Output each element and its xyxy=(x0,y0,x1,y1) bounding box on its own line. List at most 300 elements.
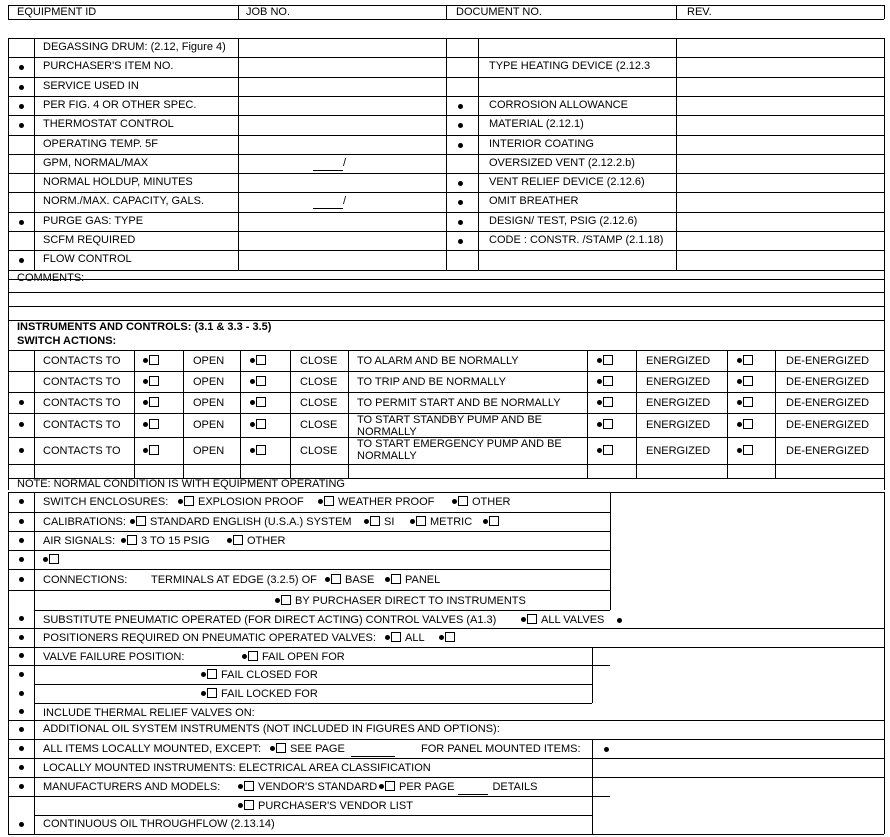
option-label: FAIL CLOSED FOR xyxy=(221,669,318,681)
degassing-right-item: CODE : CONSTR. /STAMP (2.1.18) xyxy=(489,234,664,246)
column-line xyxy=(290,350,291,478)
positioners-label: POSITIONERS REQUIRED ON PNEUMATIC OPERATED VALVES: xyxy=(43,632,376,644)
checkbox[interactable] xyxy=(391,632,401,642)
air-other-option[interactable] xyxy=(227,535,286,548)
bullet-marker xyxy=(201,672,206,677)
bullet-marker xyxy=(19,765,24,770)
bullet-marker xyxy=(19,784,24,789)
degassing-right-item: CORROSION ALLOWANCE xyxy=(489,99,628,111)
contacts-to-label: CONTACTS TO xyxy=(43,397,121,409)
bullet-marker xyxy=(325,577,330,582)
rule-line xyxy=(8,306,884,307)
air-signals-label: AIR SIGNALS: xyxy=(43,535,116,547)
rule-line xyxy=(8,371,884,372)
fail-locked-option[interactable] xyxy=(201,688,318,701)
checkbox[interactable] xyxy=(743,445,753,455)
column-line xyxy=(592,739,593,834)
bullet-marker xyxy=(143,422,148,427)
bullet-marker xyxy=(458,181,463,186)
rule-line xyxy=(8,777,884,778)
checkbox[interactable] xyxy=(149,355,159,365)
checkbox[interactable] xyxy=(331,574,341,584)
metric-option[interactable] xyxy=(410,516,472,529)
degassing-left-item: NORMAL HOLDUP, MINUTES xyxy=(43,176,193,188)
fraction-blank[interactable] xyxy=(313,157,346,171)
psig-option[interactable] xyxy=(121,535,210,548)
rule-line xyxy=(8,392,884,393)
vendors-standard-option[interactable] xyxy=(238,781,377,794)
rule-line xyxy=(8,720,884,721)
rule-line xyxy=(8,796,610,797)
panel-option[interactable] xyxy=(385,574,440,587)
bullet-marker xyxy=(19,635,24,640)
deenergized-checkbox[interactable] xyxy=(737,445,753,458)
energized-label: ENERGIZED xyxy=(646,445,711,457)
bullet-marker xyxy=(458,104,463,109)
option-label: METRIC xyxy=(430,516,473,528)
rule-line xyxy=(34,815,592,816)
bullet-marker xyxy=(178,499,183,504)
switch-action-text: TO TRIP AND BE NORMALLY xyxy=(357,376,506,388)
degassing-left-item: PURGE GAS: TYPE xyxy=(43,215,144,227)
terminals-label: TERMINALS AT EDGE (3.2.5) OF xyxy=(151,574,317,586)
column-line xyxy=(676,38,677,270)
open-checkbox[interactable] xyxy=(143,397,159,410)
bullet-marker xyxy=(521,617,526,622)
bullet-marker xyxy=(737,379,742,384)
column-line xyxy=(884,270,885,320)
degassing-left-item: NORM./MAX. CAPACITY, GALS. xyxy=(43,195,204,207)
document-no-label: DOCUMENT NO. xyxy=(456,6,542,18)
bullet-marker xyxy=(19,499,24,504)
close-label: CLOSE xyxy=(300,376,338,388)
option-label: VENDOR'S STANDARD xyxy=(258,781,378,793)
checkbox[interactable] xyxy=(743,376,753,386)
rule-line xyxy=(8,464,884,465)
option-label: FAIL LOCKED FOR xyxy=(221,688,318,700)
open-checkbox[interactable] xyxy=(143,376,159,389)
bullet-marker xyxy=(19,448,24,453)
page-blank[interactable] xyxy=(458,781,488,795)
column-line xyxy=(240,350,241,478)
instruments-title: INSTRUMENTS AND CONTROLS: (3.1 & 3.3 - 3.5) xyxy=(17,321,272,333)
all-items-label: ALL ITEMS LOCALLY MOUNTED, EXCEPT: xyxy=(43,743,262,755)
bullet-marker xyxy=(737,422,742,427)
rev-label: REV. xyxy=(687,6,712,18)
deenergized-checkbox[interactable] xyxy=(737,355,753,368)
checkbox[interactable] xyxy=(603,445,613,455)
checkbox[interactable] xyxy=(458,496,468,506)
checkbox[interactable] xyxy=(276,743,286,753)
column-line xyxy=(478,38,479,270)
bullet-marker xyxy=(604,747,609,752)
deenergized-label: DE-ENERGIZED xyxy=(786,445,870,457)
degassing-left-item: PER FIG. 4 OR OTHER SPEC. xyxy=(43,99,197,111)
column-line xyxy=(134,350,135,478)
bullet-marker xyxy=(19,65,24,70)
column-line xyxy=(8,350,9,478)
fail-open-option[interactable] xyxy=(242,651,345,664)
column-line xyxy=(446,5,447,19)
option-label: OTHER xyxy=(247,535,286,547)
bullet-marker xyxy=(275,598,280,603)
explosion-proof-option[interactable] xyxy=(178,496,304,509)
checkbox[interactable] xyxy=(184,496,194,506)
contacts-to-label: CONTACTS TO xyxy=(43,376,121,388)
bullet-marker xyxy=(250,358,255,363)
option-label: EXPLOSION PROOF xyxy=(198,496,304,508)
close-label: CLOSE xyxy=(300,355,338,367)
bullet-marker xyxy=(458,200,463,205)
close-checkbox[interactable] xyxy=(250,419,266,432)
bullet-marker xyxy=(121,538,126,543)
column-line xyxy=(183,350,184,478)
bullet-marker xyxy=(19,727,24,732)
column-line xyxy=(8,5,9,19)
checkbox[interactable] xyxy=(149,376,159,386)
checkbox[interactable] xyxy=(281,595,291,605)
checkbox[interactable] xyxy=(256,355,266,365)
checkbox[interactable] xyxy=(207,669,217,679)
by-purchaser-option[interactable] xyxy=(275,595,526,608)
energized-label: ENERGIZED xyxy=(646,419,711,431)
bullet-marker xyxy=(19,400,24,405)
contacts-to-label: CONTACTS TO xyxy=(43,355,121,367)
valve-failure-label: VALVE FAILURE POSITION: xyxy=(43,651,185,663)
checkbox[interactable] xyxy=(527,614,537,624)
checkbox[interactable] xyxy=(391,574,401,584)
close-checkbox[interactable] xyxy=(250,376,266,389)
all-valves-option[interactable] xyxy=(521,614,604,627)
option-label: ALL xyxy=(405,632,425,644)
rule-line xyxy=(8,492,884,493)
bullet-marker xyxy=(238,784,243,789)
close-label: CLOSE xyxy=(300,445,338,457)
checkbox[interactable] xyxy=(743,419,753,429)
deenergized-label: DE-ENERGIZED xyxy=(786,397,870,409)
rule-line xyxy=(8,512,610,513)
bullet-marker xyxy=(201,691,206,696)
panel-mounted-label: FOR PANEL MOUNTED ITEMS: xyxy=(421,743,581,755)
fraction-blank[interactable] xyxy=(313,195,346,209)
substitute-pneumatic-label: SUBSTITUTE PNEUMATIC OPERATED (FOR DIRECT ACTING) CONTROL VALVES (A1.3) xyxy=(43,614,497,626)
bullet-marker xyxy=(143,400,148,405)
switch-action-text: TO START EMERGENCY PUMP AND BE NORMALLY xyxy=(357,438,562,462)
option-label: BY PURCHASER DIRECT TO INSTRUMENTS xyxy=(295,595,526,607)
option-label: PANEL xyxy=(405,574,441,586)
connections-label: CONNECTIONS: xyxy=(43,574,128,586)
rule-line xyxy=(34,610,610,611)
bullet-marker xyxy=(19,577,24,582)
bullet-marker xyxy=(410,519,415,524)
bullet-marker xyxy=(250,448,255,453)
bullet-marker xyxy=(19,653,24,658)
positioners-other-option[interactable] xyxy=(439,632,455,645)
checkbox[interactable] xyxy=(489,516,499,526)
option-label: PURCHASER'S VENDOR LIST xyxy=(258,800,413,812)
rule-line xyxy=(8,550,610,551)
energized-checkbox[interactable] xyxy=(597,355,613,368)
per-page-option[interactable] xyxy=(379,781,537,795)
contacts-to-label: CONTACTS TO xyxy=(43,445,121,457)
bullet-marker xyxy=(19,616,24,621)
bullet-marker xyxy=(19,85,24,90)
checkbox[interactable] xyxy=(136,516,146,526)
rule-line xyxy=(8,531,610,532)
energized-checkbox[interactable] xyxy=(597,445,613,458)
rule-line xyxy=(8,665,610,666)
bullet-marker xyxy=(19,557,24,562)
bullet-marker xyxy=(19,220,24,225)
column-line xyxy=(610,492,611,610)
bullet-marker xyxy=(597,448,602,453)
column-line xyxy=(238,38,239,270)
weather-proof-option[interactable] xyxy=(318,496,434,509)
bullet-marker xyxy=(227,538,232,543)
rule-line xyxy=(34,684,592,685)
fraction-slash: / xyxy=(343,157,347,169)
checkbox[interactable] xyxy=(603,419,613,429)
checkbox[interactable] xyxy=(244,800,254,810)
bullet-marker xyxy=(385,577,390,582)
rule-line xyxy=(8,834,884,835)
bullet-marker xyxy=(19,538,24,543)
close-label: CLOSE xyxy=(300,419,338,431)
energized-checkbox[interactable] xyxy=(597,419,613,432)
degassing-right-item: OMIT BREATHER xyxy=(489,195,579,207)
degassing-right-item: MATERIAL (2.12.1) xyxy=(489,118,584,130)
degassing-right-item: TYPE HEATING DEVICE (2.12.3 xyxy=(489,60,651,72)
checkbox[interactable] xyxy=(445,632,455,642)
checkbox[interactable] xyxy=(256,397,266,407)
bullet-marker xyxy=(19,709,24,714)
checkbox[interactable] xyxy=(248,651,258,661)
open-checkbox[interactable] xyxy=(143,419,159,432)
rule-line xyxy=(8,739,884,740)
checkbox[interactable] xyxy=(256,376,266,386)
close-label: CLOSE xyxy=(300,397,338,409)
calibration-other-option[interactable] xyxy=(483,516,499,529)
degassing-left-item: GPM, NORMAL/MAX xyxy=(43,157,149,169)
degassing-right-item: OVERSIZED VENT (2.12.2.b) xyxy=(489,157,635,169)
bullet-marker xyxy=(379,784,384,789)
bullet-marker xyxy=(19,746,24,751)
checkbox[interactable] xyxy=(603,397,613,407)
open-label: OPEN xyxy=(193,445,225,457)
checkbox[interactable] xyxy=(207,688,217,698)
bullet-marker xyxy=(250,422,255,427)
checkbox[interactable] xyxy=(233,535,243,545)
switch-action-text: TO ALARM AND BE NORMALLY xyxy=(357,355,519,367)
option-label: WEATHER PROOF xyxy=(338,496,435,508)
locally-mounted-label: LOCALLY MOUNTED INSTRUMENTS: ELECTRICAL AREA CLASSIFICATION xyxy=(43,762,431,774)
bullet-marker xyxy=(439,635,444,640)
energized-checkbox[interactable] xyxy=(597,397,613,410)
checkbox[interactable] xyxy=(149,445,159,455)
fraction-slash: / xyxy=(343,195,347,207)
bullet-marker xyxy=(19,691,24,696)
deenergized-checkbox[interactable] xyxy=(737,419,753,432)
deenergized-label: DE-ENERGIZED xyxy=(786,376,870,388)
checkbox[interactable] xyxy=(743,397,753,407)
degassing-left-item: PURCHASER'S ITEM NO. xyxy=(43,60,174,72)
bullet-marker xyxy=(250,379,255,384)
si-option[interactable] xyxy=(364,516,394,529)
standard-english-option[interactable] xyxy=(130,516,352,529)
column-line xyxy=(636,350,637,478)
column-line xyxy=(348,350,349,478)
bullet-marker xyxy=(238,803,243,808)
fail-closed-option[interactable] xyxy=(201,669,318,682)
checkbox[interactable] xyxy=(127,535,137,545)
checkbox[interactable] xyxy=(743,355,753,365)
checkbox[interactable] xyxy=(49,554,59,564)
checkbox[interactable] xyxy=(603,376,613,386)
bullet-marker xyxy=(597,379,602,384)
rule-line xyxy=(8,350,884,351)
checkbox[interactable] xyxy=(149,419,159,429)
column-line xyxy=(238,5,239,19)
checkbox[interactable] xyxy=(244,781,254,791)
checkbox[interactable] xyxy=(256,419,266,429)
open-label: OPEN xyxy=(193,376,225,388)
deenergized-checkbox[interactable] xyxy=(737,397,753,410)
option-label: STANDARD ENGLISH (U.S.A.) SYSTEM xyxy=(150,516,352,528)
base-option[interactable] xyxy=(325,574,374,587)
column-line xyxy=(884,492,885,834)
bullet-marker xyxy=(385,635,390,640)
bullet-marker xyxy=(250,400,255,405)
bullet-marker xyxy=(143,379,148,384)
bullet-marker xyxy=(597,422,602,427)
open-checkbox[interactable] xyxy=(143,445,159,458)
checkbox[interactable] xyxy=(324,496,334,506)
bullet-marker xyxy=(737,400,742,405)
column-line xyxy=(775,350,776,478)
checkbox[interactable] xyxy=(416,516,426,526)
column-line xyxy=(884,38,885,270)
open-label: OPEN xyxy=(193,355,225,367)
deenergized-label: DE-ENERGIZED xyxy=(786,419,870,431)
checkbox[interactable] xyxy=(370,516,380,526)
option-label: SI xyxy=(384,516,395,528)
equipment-id-label: EQUIPMENT ID xyxy=(17,6,97,18)
bullet-marker xyxy=(19,822,24,827)
close-checkbox[interactable] xyxy=(250,397,266,410)
bullet-marker xyxy=(43,557,48,562)
manufacturers-label: MANUFACTURERS AND MODELS: xyxy=(43,781,221,793)
bullet-marker xyxy=(597,400,602,405)
bullet-marker xyxy=(597,358,602,363)
deenergized-label: DE-ENERGIZED xyxy=(786,355,870,367)
bullet-marker xyxy=(483,519,488,524)
switch-action-text: TO PERMIT START AND BE NORMALLY xyxy=(357,397,561,409)
option-label: SEE PAGE xyxy=(290,743,345,755)
positioners-all-option[interactable] xyxy=(385,632,425,645)
switch-enclosures-label: SWITCH ENCLOSURES: xyxy=(43,496,169,508)
bullet-marker xyxy=(458,220,463,225)
option-label: PER PAGE xyxy=(399,781,455,793)
open-checkbox[interactable] xyxy=(143,355,159,368)
rule-line xyxy=(8,292,884,293)
bullet-marker xyxy=(19,519,24,524)
purchasers-vendor-list-option[interactable] xyxy=(238,800,413,813)
energized-checkbox[interactable] xyxy=(597,376,613,389)
switch-actions-label: SWITCH ACTIONS: xyxy=(17,335,117,347)
degassing-left-item: SCFM REQUIRED xyxy=(43,234,136,246)
energized-label: ENERGIZED xyxy=(646,376,711,388)
degassing-right-item: DESIGN/ TEST, PSIG (2.12.6) xyxy=(489,215,638,227)
checkbox[interactable] xyxy=(385,781,395,791)
continuous-throughflow-label: CONTINUOUS OIL THROUGHFLOW (2.13.14) xyxy=(43,818,275,830)
close-checkbox[interactable] xyxy=(250,445,266,458)
option-label: ALL VALVES xyxy=(541,614,605,626)
bullet-marker xyxy=(617,618,622,623)
contacts-to-label: CONTACTS TO xyxy=(43,419,121,431)
column-line xyxy=(8,38,9,270)
degassing-left-item: FLOW CONTROL xyxy=(43,253,132,265)
bullet-marker xyxy=(458,143,463,148)
column-line xyxy=(8,492,9,834)
bullet-marker xyxy=(143,358,148,363)
column-line xyxy=(34,350,35,478)
open-label: OPEN xyxy=(193,419,225,431)
close-checkbox[interactable] xyxy=(250,355,266,368)
see-page-option[interactable] xyxy=(270,743,395,757)
bullet-marker xyxy=(19,422,24,427)
deenergized-checkbox[interactable] xyxy=(737,376,753,389)
checkbox[interactable] xyxy=(256,445,266,455)
rule-line xyxy=(8,569,610,570)
checkbox[interactable] xyxy=(149,397,159,407)
enclosure-other-option[interactable] xyxy=(452,496,511,509)
degassing-left-item: DEGASSING DRUM: (2.12, Figure 4) xyxy=(43,41,226,53)
bullet-marker xyxy=(130,519,135,524)
additional-instruments-label: ADDITIONAL OIL SYSTEM INSTRUMENTS (NOT INCLUDED IN FIGURES AND OPTIONS): xyxy=(43,723,500,735)
energized-label: ENERGIZED xyxy=(646,397,711,409)
column-line xyxy=(446,38,447,270)
option-label: BASE xyxy=(345,574,375,586)
comments-label: COMMENTS: xyxy=(17,272,85,284)
column-line xyxy=(676,5,677,19)
blank-option[interactable] xyxy=(43,554,59,567)
column-line xyxy=(884,350,885,478)
column-line xyxy=(34,492,35,834)
rule-line xyxy=(8,647,884,648)
rule-line xyxy=(8,279,884,280)
bullet-marker xyxy=(364,519,369,524)
bullet-marker xyxy=(19,123,24,128)
column-line xyxy=(592,647,593,703)
thermal-relief-label: INCLUDE THERMAL RELIEF VALVES ON: xyxy=(43,707,255,719)
degassing-left-item: THERMOSTAT CONTROL xyxy=(43,118,174,130)
bullet-marker xyxy=(242,654,247,659)
energized-label: ENERGIZED xyxy=(646,355,711,367)
calibrations-label: CALIBRATIONS: xyxy=(43,516,126,528)
column-line xyxy=(727,350,728,478)
rule-line xyxy=(8,19,884,20)
bullet-marker xyxy=(143,448,148,453)
page-blank[interactable] xyxy=(351,743,395,757)
bullet-marker xyxy=(19,104,24,109)
bullet-marker xyxy=(452,499,457,504)
bullet-marker xyxy=(19,258,24,263)
bullet-marker xyxy=(318,499,323,504)
checkbox[interactable] xyxy=(603,355,613,365)
rule-line xyxy=(34,703,592,704)
option-label: 3 TO 15 PSIG xyxy=(141,535,210,547)
normal-condition-note: NOTE: NORMAL CONDITION IS WITH EQUIPMENT OPERATING xyxy=(17,478,345,490)
